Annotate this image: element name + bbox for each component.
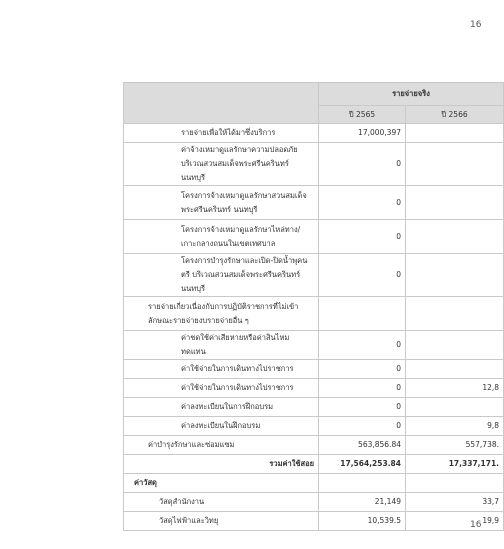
row-label: โครงการจ้างเหมาดูแลรักษาสวนสมเด็จพระศรีนครินทร์ นนทบุรี <box>124 186 319 220</box>
row-value-2566 <box>406 186 504 220</box>
row-value-2566 <box>406 474 504 493</box>
row-value-2566 <box>406 254 504 297</box>
row-label: วัสดุสำนักงาน <box>124 493 319 512</box>
header-blank <box>124 83 319 124</box>
row-label: ค่าบำรุงรักษาและซ่อมแซม <box>124 436 319 455</box>
row-value-2566 <box>406 331 504 360</box>
row-value-2566 <box>406 124 504 143</box>
row-label: ค่าลงทะเบียนในการฝึกอบรม <box>124 398 319 417</box>
total-label: รวมค่าใช้สอย <box>124 455 319 474</box>
row-value-2566 <box>406 143 504 186</box>
row-label: ค่าลงทะเบียนในฝึกอบรม <box>124 417 319 436</box>
row-value-2565: 17,000,397 <box>319 124 406 143</box>
row-value-2565: 0 <box>319 186 406 220</box>
row-label: ค่าจ้างเหมาดูแลรักษาความปลอดภัย บริเวณสวนสมเด็จพระศรีนครินทร์ นนทบุรี <box>124 143 319 186</box>
row-value-2566: 9,8 <box>406 417 504 436</box>
total-value-2566: 17,337,171. <box>406 455 504 474</box>
row-value-2566: 12,8 <box>406 379 504 398</box>
row-value-2565: 0 <box>319 379 406 398</box>
row-value-2565: 0 <box>319 417 406 436</box>
page-number-bottom: 16 <box>470 520 482 530</box>
row-label: โครงการจ้างเหมาดูแลรักษาไหล่ทาง/เกาะกลางถนนในเขตเทศบาล <box>124 220 319 254</box>
row-value-2565: 0 <box>319 143 406 186</box>
expense-table <box>123 82 504 531</box>
header-year-2566: ปี 2566 <box>406 106 504 124</box>
row-label: ค่าใช้จ่ายในการเดินทางไปราชการ <box>124 360 319 379</box>
row-value-2565: 0 <box>319 398 406 417</box>
row-value-2565 <box>319 297 406 331</box>
row-value-2565 <box>319 474 406 493</box>
row-value-2566 <box>406 297 504 331</box>
row-value-2565: 0 <box>319 360 406 379</box>
page-number-top: 16 <box>470 20 482 30</box>
header-year-2565: ปี 2565 <box>319 106 406 124</box>
section-label: ค่าวัสดุ <box>124 474 319 493</box>
row-value-2566 <box>406 398 504 417</box>
row-value-2565: 0 <box>319 220 406 254</box>
row-value-2566 <box>406 220 504 254</box>
row-value-2565: 0 <box>319 331 406 360</box>
row-label: โครงการบำรุงรักษาและเปิด-ปิดน้ำพุคนตรี บริเวณสวนสมเด็จพระศรีนครินทร์ นนทบุรี <box>124 254 319 297</box>
row-value-2566 <box>406 360 504 379</box>
row-value-2565: 10,539.5 <box>319 512 406 531</box>
row-label: ค่าชดใช้ค่าเสียหายหรือค่าสินไหมทดแทน <box>124 331 319 360</box>
row-label: วัสดุไฟฟ้าและวิทยุ <box>124 512 319 531</box>
row-value-2566: 33,7 <box>406 493 504 512</box>
row-value-2565: 563,856.84 <box>319 436 406 455</box>
header-actual-expense: รายจ่ายจริง <box>319 83 504 106</box>
row-label: รายจ่ายเกี่ยวเนื่องกับการปฏิบัติราชการที่ไม่เข้าลักษณะรายจ่ายงบรายจ่ายอื่น ๆ <box>124 297 319 331</box>
row-value-2565: 0 <box>319 254 406 297</box>
row-value-2566: 19,9 <box>406 512 504 531</box>
row-label: รายจ่ายเพื่อให้ได้มาซึ่งบริการ <box>124 124 319 143</box>
total-value-2565: 17,564,253.84 <box>319 455 406 474</box>
row-value-2565: 21,149 <box>319 493 406 512</box>
row-value-2566: 557,738. <box>406 436 504 455</box>
row-label: ค่าใช้จ่ายในการเดินทางไปราชการ <box>124 379 319 398</box>
